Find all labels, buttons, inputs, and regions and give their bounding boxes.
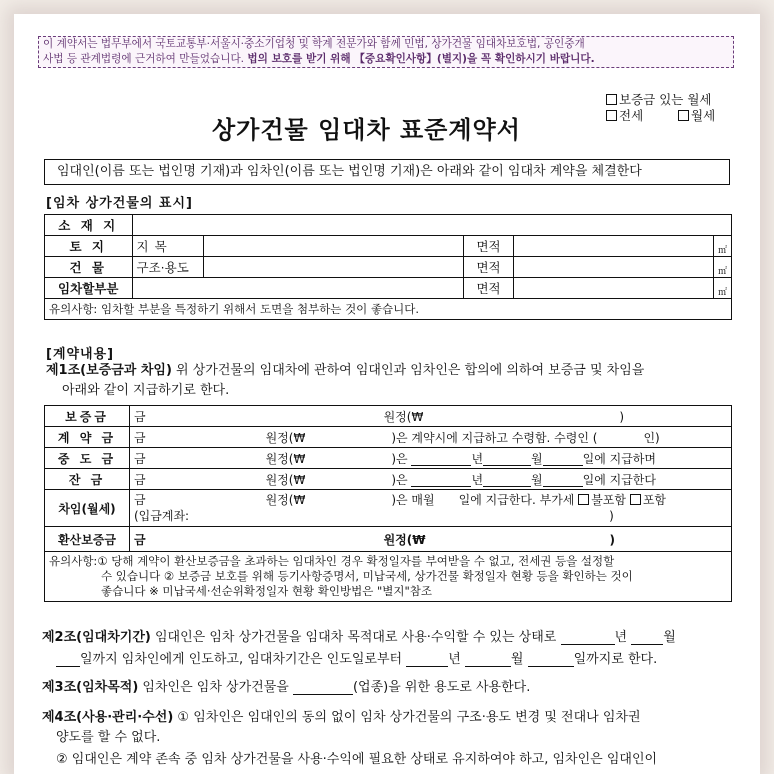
land-area-field[interactable] bbox=[513, 236, 713, 257]
article-4-line-1: 제4조(사용·관리·수선) ① 임차인은 임대인의 동의 없이 임차 상가건물의 구조·용도 변경 및 전대나 임차권 bbox=[42, 710, 641, 725]
article-2-title: 제2조(임대차기간) bbox=[42, 630, 151, 645]
land-area-unit: ㎡ bbox=[713, 236, 731, 257]
deposit-label: 보증금 bbox=[45, 406, 130, 427]
middle-payment-label: 중 도 금 bbox=[45, 448, 130, 469]
land-area-label: 면적 bbox=[464, 236, 513, 257]
property-note: 유의사항: 임차할 부분을 특정하기 위해서 도면을 첨부하는 것이 좋습니다. bbox=[45, 299, 732, 320]
notice-box bbox=[38, 36, 734, 68]
property-table bbox=[44, 214, 732, 320]
article-4-line-2: 양도를 할 수 없다. bbox=[56, 730, 161, 745]
notice-emphasis: 법의 보호를 받기 위해 【중요확인사항】(별지)을 꼭 확인하시기 바랍니다. bbox=[247, 53, 595, 65]
building-struct-label: 구조·용도 bbox=[132, 257, 203, 278]
leased-area-field[interactable] bbox=[513, 278, 713, 299]
down-payment-field[interactable]: 금 원정(₩ )은 계약시에 지급하고 수령함. 수령인 ( 인) bbox=[130, 427, 732, 448]
document-title: 상가건물 임대차 표준계약서 bbox=[212, 116, 521, 144]
location-label: 소 재 지 bbox=[45, 215, 133, 236]
rent-label: 차임(월세) bbox=[45, 490, 130, 527]
payment-table bbox=[44, 405, 732, 602]
building-area-label: 면적 bbox=[464, 257, 513, 278]
converted-deposit-label: 환산보증금 bbox=[45, 527, 130, 552]
account-label: (입금계좌: bbox=[134, 509, 190, 523]
option-jeonse[interactable]: 전세 bbox=[606, 106, 643, 124]
article-4-line-3: ② 임대인은 계약 존속 중 임차 상가건물을 사용·수익에 필요한 상태로 유지하여야 하고, 임차인은 임대인이 bbox=[56, 752, 658, 767]
article-3-line: 제3조(임차목적) 임차인은 임차 상가건물을 (업종)을 위한 용도로 사용한다. bbox=[42, 680, 531, 695]
article-4-title: 제4조(사용·관리·수선) bbox=[42, 710, 174, 725]
balance-label: 잔 금 bbox=[45, 469, 130, 490]
location-field[interactable] bbox=[132, 215, 732, 236]
contract-heading: [계약내용] bbox=[46, 347, 115, 362]
option-deposit-monthly[interactable]: 보증금 있는 월세 bbox=[606, 90, 711, 108]
article-2-line-2: 일까지 임차인에게 인도하고, 임대차기간은 인도일로부터 년 월 일까지로 한다. bbox=[56, 650, 657, 670]
leased-area-unit: ㎡ bbox=[713, 278, 731, 299]
building-struct-field[interactable] bbox=[203, 257, 463, 278]
leased-part-label: 임차할부분 bbox=[45, 278, 133, 299]
checkbox-icon bbox=[678, 110, 689, 121]
converted-deposit-field[interactable]: 금 원정(₩ ) bbox=[130, 527, 732, 552]
building-area-unit: ㎡ bbox=[713, 257, 731, 278]
vat-excluded-checkbox[interactable] bbox=[578, 494, 589, 505]
leased-part-field[interactable] bbox=[132, 278, 464, 299]
notice-line-2: 사법 등 관계법령에 근거하여 만들었습니다. 법의 보호를 받기 위해 【중요확인사항】(별지)을 꼭 확인하시기 바랍니다. bbox=[43, 53, 595, 65]
checkbox-icon bbox=[606, 110, 617, 121]
middle-payment-field[interactable]: 금 원정(₩ )은 년 월 일에 지급하며 bbox=[130, 448, 732, 469]
checkbox-icon bbox=[606, 94, 617, 105]
land-category-label: 지목 bbox=[132, 236, 203, 257]
land-label: 토 지 bbox=[45, 236, 133, 257]
property-heading: [임차 상가건물의 표시] bbox=[46, 196, 193, 211]
building-label: 건 물 bbox=[45, 257, 133, 278]
building-area-field[interactable] bbox=[513, 257, 713, 278]
notice-line-1: 이 계약서는 법무부에서 국토교통부·서울시·중소기업청 및 학계 전문가와 함께 민법, 상가건물 임대차보호법, 공인중개 bbox=[43, 38, 585, 50]
rent-field[interactable]: 금 원정(₩ )은 매월 일에 지급한다. 부가세 불포함 포함 (입금계좌: ) bbox=[130, 490, 732, 527]
deposit-field[interactable]: 금 원정(₩ ) bbox=[130, 406, 732, 427]
intro-statement: 임대인(이름 또는 법인명 기재)과 임차인(이름 또는 법인명 기재)은 아래와 같이 임대차 계약을 체결한다 bbox=[44, 159, 730, 185]
payment-caution: 유의사항:① 당해 계약이 환산보증금을 초과하는 임대차인 경우 확정일자를 부여받을 수 없고, 전세권 등을 설정할 수 있습니다 ② 보증금 보호를 위해 등기사항증명서, 미납국세, 상가건물 확정일자 현황 등을 확인하는 것이 좋습니다 ※ 미납국세·선순위확정일자 현황 확인방법은 "별지"참조 bbox=[45, 552, 732, 602]
land-category-field[interactable] bbox=[203, 236, 463, 257]
leased-area-label: 면적 bbox=[464, 278, 513, 299]
vat-included-checkbox[interactable] bbox=[630, 494, 641, 505]
article-2-line-1: 제2조(임대차기간) 임대인은 임차 상가건물을 임대차 목적대로 사용·수익할 수 있는 상태로 년 월 bbox=[42, 630, 676, 645]
article-1-title: 제1조(보증금과 차임) bbox=[46, 363, 172, 378]
down-payment-label: 계 약 금 bbox=[45, 427, 130, 448]
article-1-line-2: 아래와 같이 지급하기로 한다. bbox=[62, 383, 230, 398]
article-1-line-1: 제1조(보증금과 차임) 위 상가건물의 임대차에 관하여 임대인과 임차인은 합의에 의하여 보증금 및 차임을 bbox=[46, 363, 645, 378]
balance-field[interactable]: 금 원정(₩ )은 년 월 일에 지급한다 bbox=[130, 469, 732, 490]
option-monthly[interactable]: 월세 bbox=[678, 106, 715, 124]
article-3-title: 제3조(임차목적) bbox=[42, 680, 139, 695]
